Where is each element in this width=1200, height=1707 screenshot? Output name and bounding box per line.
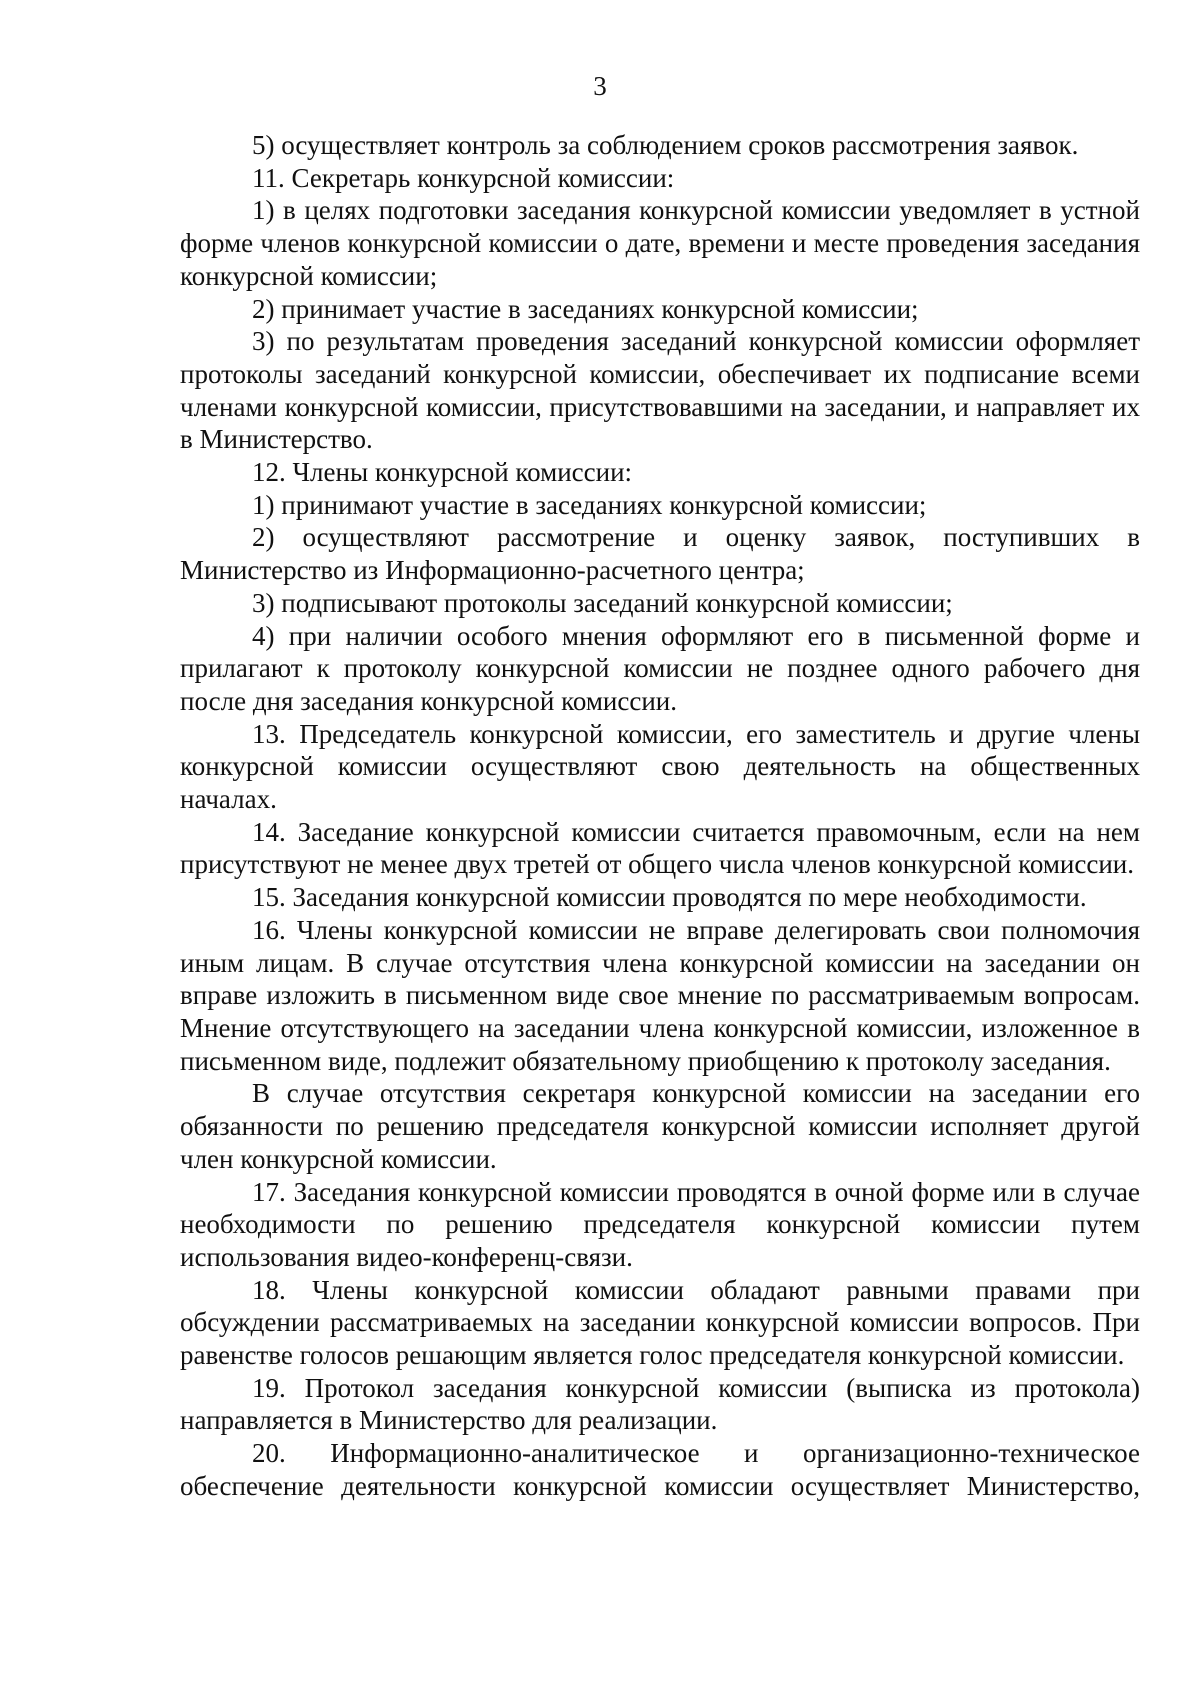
paragraph: В случае отсутствия секретаря конкурсной комиссии на заседании его обязанности по решению председателя конкурсной комиссии исполняет другой член конкурсной комиссии. <box>180 1078 1140 1174</box>
paragraph: 11. Секретарь конкурсной комиссии: <box>252 162 675 193</box>
document-body <box>180 129 1140 1503</box>
paragraph: 16. Члены конкурсной комиссии не вправе делегировать свои полномочия иным лицам. В случае отсутствия члена конкурсной комиссии на заседании он вправе изложить в письменном виде свое мнение по рассматриваемым вопросам. Мнение отсутствующего на заседании члена конкурсной комиссии, изложенное в письменном виде, подлежит обязательному приобщению к протоколу заседания. <box>180 914 1140 1076</box>
paragraph: 13. Председатель конкурсной комиссии, его заместитель и другие члены конкурсной комиссии осуществляют свою деятельность на общественных началах. <box>180 718 1140 815</box>
paragraph: 3) подписывают протоколы заседаний конкурсной комиссии; <box>252 587 953 618</box>
paragraph: 2) принимает участие в заседаниях конкурсной комиссии; <box>252 293 919 324</box>
paragraph: 19. Протокол заседания конкурсной комиссии (выписка из протокола) направляется в Министерство для реализации. <box>180 1372 1140 1436</box>
paragraph: 15. Заседания конкурсной комиссии проводятся по мере необходимости. <box>252 882 1087 913</box>
paragraph: 1) в целях подготовки заседания конкурсной комиссии уведомляет в устной форме членов конкурсной комиссии о дате, времени и месте проведения заседания конкурсной комиссии; <box>180 195 1140 291</box>
paragraph: 17. Заседания конкурсной комиссии проводятся в очной форме или в случае необходимости по решению председателя конкурсной комиссии путем использования видео-конференц-связи. <box>180 1176 1140 1272</box>
paragraph: 4) при наличии особого мнения оформляют его в письменной форме и прилагают к протоколу конкурсной комиссии не позднее одного рабочего дня после дня заседания конкурсной комиссии. <box>180 620 1140 716</box>
paragraph: 18. Члены конкурсной комиссии обладают равными правами при обсуждении рассматриваемых на заседании конкурсной комиссии вопросов. При равенстве голосов решающим является голос председателя конкурсной комиссии. <box>180 1274 1140 1371</box>
paragraph: 3) по результатам проведения заседаний конкурсной комиссии оформляет протоколы заседаний конкурсной комиссии, обеспечивает их подписание всеми членами конкурсной комиссии, присутствовавшими на заседании, и направляет их в Министерство. <box>180 326 1140 455</box>
paragraph: 1) принимают участие в заседаниях конкурсной комиссии; <box>252 489 927 520</box>
page-number: 3 <box>593 71 607 101</box>
paragraph: 12. Члены конкурсной комиссии: <box>252 457 633 488</box>
paragraph: 5) осуществляет контроль за соблюдением сроков рассмотрения заявок. <box>252 130 1079 160</box>
paragraph: 20. Информационно-аналитическое и организационно-техническое обеспечение деятельности конкурсной комиссии осуществляет Министерство, <box>180 1438 1140 1501</box>
paragraph: 14. Заседание конкурсной комиссии считается правомочным, если на нем присутствуют не менее двух третей от общего числа членов конкурсной комиссии. <box>180 816 1140 880</box>
paragraph: 2) осуществляют рассмотрение и оценку заявок, поступивших в Министерство из Информационно-расчетного центра; <box>180 522 1140 586</box>
